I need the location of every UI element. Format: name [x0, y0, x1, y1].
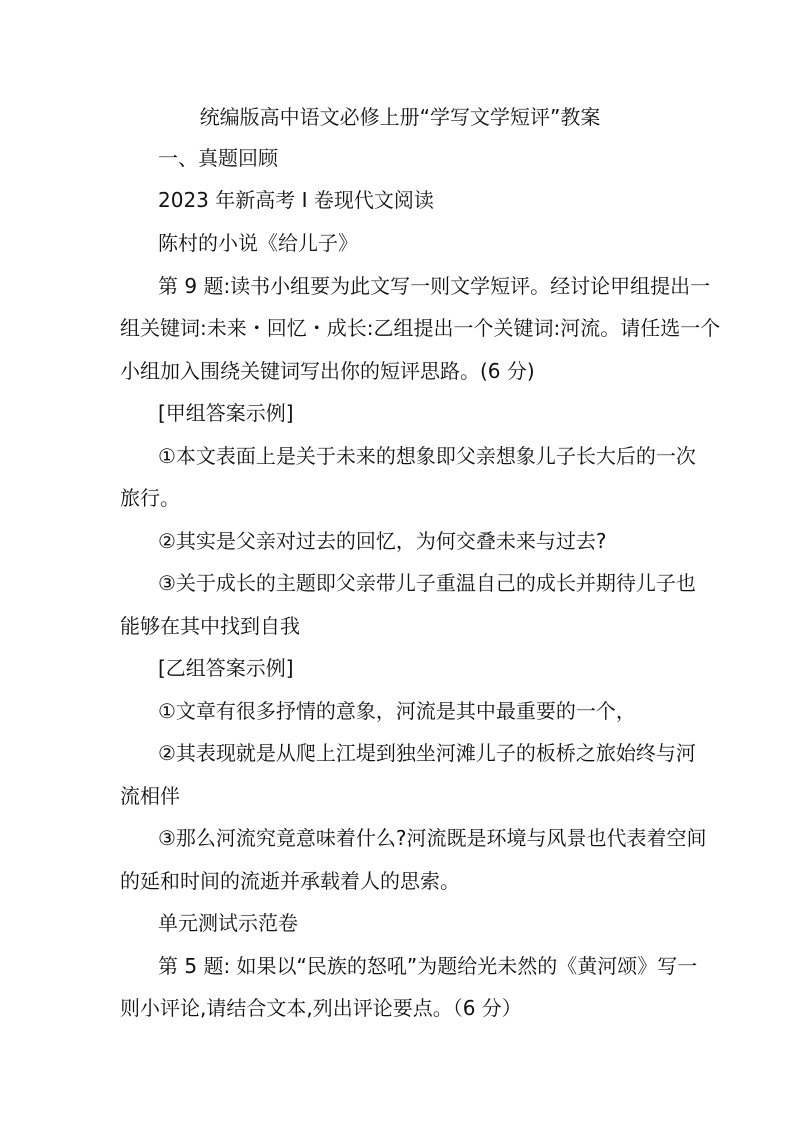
unit-test-heading: 单元测试示范卷 [158, 911, 298, 935]
group-a-point-3-line-1: ③关于成长的主题即父亲带儿子重温自己的成长并期待儿子也 [158, 571, 696, 595]
question-9-line-1: 第 9 题:读书小组要为此文写一则文学短评。经讨论甲组提出一 [158, 274, 711, 298]
question-5-line-2: 则小评论,请结合文本,列出评论要点。（6 分） [120, 996, 522, 1020]
group-b-point-1: ①文章有很多抒情的意象，河流是其中最重要的一个， [158, 699, 636, 723]
group-b-point-2-line-1: ②其表现就是从爬上江堤到独坐河滩儿子的板桥之旅始终与河 [158, 741, 696, 765]
question-9-line-3: 小组加入围绕关键词写出你的短评思路。(6 分) [120, 359, 535, 383]
group-b-heading: [乙组答案示例] [158, 656, 294, 680]
document-title: 统编版高中语文必修上册“学写文学短评”教案 [199, 105, 601, 129]
exam-source: 2023 年新高考 I 卷现代文阅读 [158, 188, 434, 212]
group-a-heading: [甲组答案示例] [158, 401, 294, 425]
group-a-point-2: ②其实是父亲对过去的回忆，为何交叠未来与过去? [158, 529, 607, 553]
group-b-point-3-line-1: ③那么河流究竟意味着什么?河流既是环境与风景也代表着空间 [158, 826, 707, 850]
section-heading: 一、真题回顾 [158, 146, 278, 170]
group-b-point-3-line-2: 的延和时间的流逝并承载着人的思索。 [120, 869, 460, 893]
group-b-point-2-line-2: 流相伴 [120, 784, 180, 808]
question-5-line-1: 第 5 题: 如果以“民族的怒吼”为题给光未然的《黄河颂》写一 [158, 954, 698, 978]
group-a-point-1-line-1: ①本文表面上是关于未来的想象即父亲想象儿子长大后的一次 [158, 444, 696, 468]
group-a-point-3-line-2: 能够在其中找到自我 [120, 614, 300, 638]
group-a-point-1-line-2: 旅行。 [120, 486, 180, 510]
question-9-line-2: 组关键词:未来・回忆・成长:乙组提出一个关键词:河流。请任选一个 [120, 316, 721, 340]
text-reference: 陈村的小说《给儿子》 [158, 231, 358, 255]
